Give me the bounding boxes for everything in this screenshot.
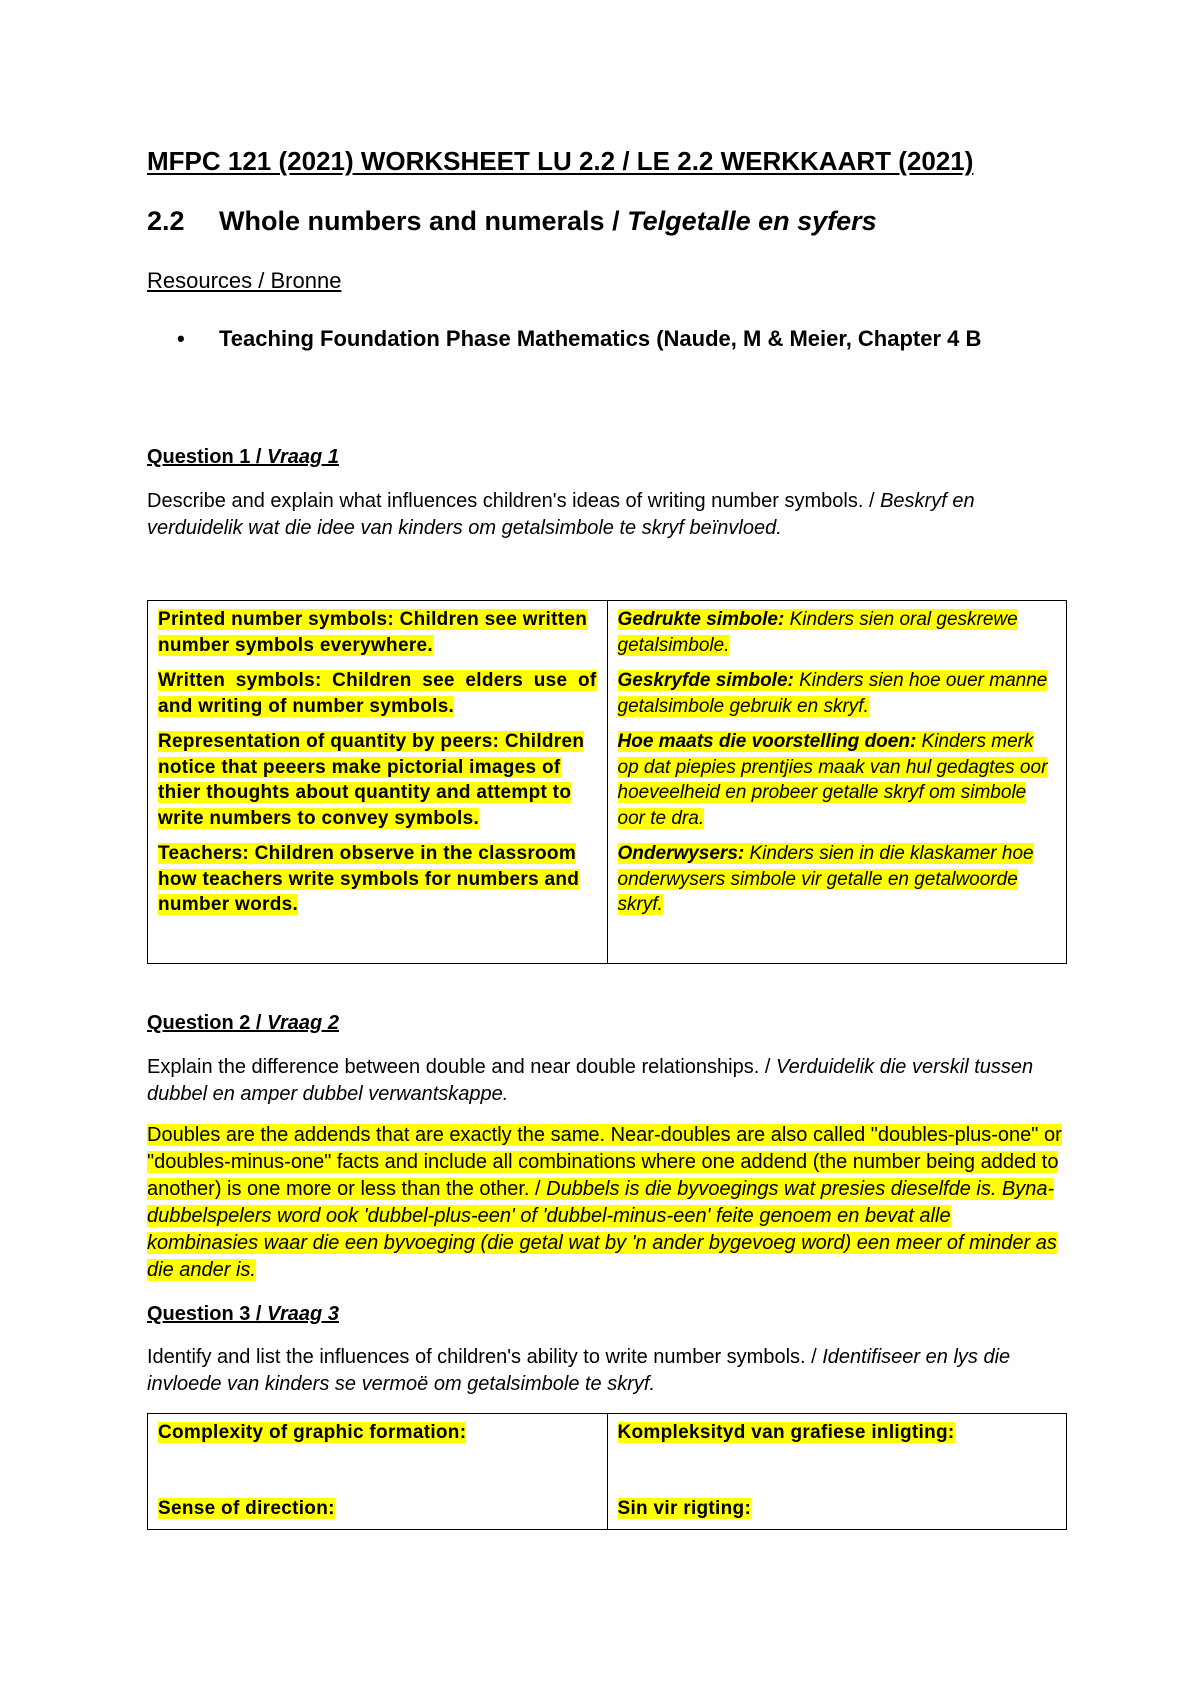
question-1-english-column <box>148 601 608 964</box>
document-title: MFPC 121 (2021) WORKSHEET LU 2.2 / LE 2.2 WERKKAART (2021) <box>147 146 974 176</box>
question-1-prompt-english: Describe and explain what influences children's ideas of writing number symbols. / <box>147 490 881 512</box>
answer-block <box>618 668 1057 719</box>
question-1-heading-afrikaans: Vraag 1 <box>267 446 339 468</box>
answer-block <box>158 607 597 658</box>
answer-text: Written symbols: Children see elders use of and writing of number symbols. <box>158 670 597 717</box>
question-3-heading <box>147 1303 339 1326</box>
question-1-prompt-afrikaans: Beskryf en verduidelik wat die idee van kinders om getalsimbole te skryf beïnvloed. <box>147 490 975 539</box>
answer-text: Complexity of graphic formation: <box>158 1422 467 1443</box>
answer-text: Kinders sien oral geskrewe getalsimbole. <box>617 609 1018 656</box>
question-1-answer-table <box>147 600 1067 964</box>
resources-heading: Resources / Bronne <box>147 268 342 293</box>
question-2-heading-afrikaans: Vraag 2 <box>267 1012 339 1034</box>
section-title-english: Whole numbers and numerals / <box>219 206 628 236</box>
question-3-prompt <box>147 1344 1067 1398</box>
question-2-prompt-afrikaans: Verduidelik die verskil tussen dubbel en amper dubbel verwantskappe. <box>147 1056 1034 1105</box>
answer-block <box>158 1496 597 1522</box>
question-1-prompt <box>147 488 1067 542</box>
answer-block <box>618 1496 1057 1522</box>
question-1-heading-english: Question 1 / <box>147 446 268 468</box>
answer-text: Kinders sien hoe ouer manne getalsimbole gebruik en skryf. <box>617 670 1048 717</box>
answer-block <box>158 668 597 719</box>
question-3-prompt-afrikaans: Identifiseer en lys die invloede van kinders se vermoë om getalsimbole te skryf. <box>147 1346 1011 1395</box>
question-3-answer-table <box>147 1413 1067 1530</box>
question-3-heading-afrikaans: Vraag 3 <box>267 1303 339 1325</box>
section-heading <box>147 206 877 237</box>
answer-text: Printed number symbols: Children see written number symbols everywhere. <box>158 609 588 656</box>
question-3-afrikaans-column <box>607 1414 1067 1530</box>
answer-block <box>158 729 597 831</box>
question-2-prompt-english: Explain the difference between double and near double relationships. / <box>147 1056 776 1078</box>
answer-block <box>618 607 1057 658</box>
question-3-heading-english: Question 3 / <box>147 1303 268 1325</box>
answer-term: Geskryfde simbole: <box>617 670 794 691</box>
answer-block <box>618 729 1057 831</box>
answer-text: Kinders merk op dat piepies prentjies maak van hul gedagtes oor hoeveelheid en probeer getalle skryf om simbole oor te dra. <box>617 731 1048 829</box>
answer-text: Representation of quantity by peers: Children notice that peeers make pictorial images of thier thoughts about quantity and attempt to write numbers to convey symbols. <box>158 731 585 829</box>
answer-term: Onderwysers: <box>617 843 745 864</box>
section-number: 2.2 <box>147 206 185 236</box>
answer-term: Hoe maats die voorstelling doen: <box>617 731 917 752</box>
answer-text: Kinders sien in die klaskamer hoe onderwysers simbole vir getalle en getalwoorde skryf. <box>617 843 1034 915</box>
answer-block <box>618 841 1057 918</box>
answer-block <box>158 1420 597 1446</box>
question-2-answer-afrikaans: Dubbels is die byvoegings wat presies dieselfde is. Byna-dubbelspelers word ook 'dubbel-plus-een' of 'dubbel-minus-een' feite genoem en bevat alle kombinasies waar die een byvoeging (die getal wat by 'n ander bygevoeg word) een meer of minder as die ander is. <box>147 1178 1057 1281</box>
question-1-afrikaans-column <box>607 601 1067 964</box>
question-2-answer <box>147 1122 1067 1284</box>
question-2-answer-english: Doubles are the addends that are exactly the same. Near-doubles are also called "doubles-plus-one" or "doubles-minus-one" facts and include all combinations where one addend (the number being added to another) is one more or less than the other. / <box>147 1124 1062 1200</box>
question-1-heading <box>147 446 339 469</box>
bullet-icon: • <box>177 326 185 351</box>
answer-text: Teachers: Children observe in the classroom how teachers write symbols for numbers and number words. <box>158 843 580 915</box>
answer-block <box>158 841 597 918</box>
answer-block <box>618 1420 1057 1446</box>
answer-text: Sense of direction: <box>158 1497 335 1519</box>
answer-text: Kompleksityd van grafiese inligting: <box>617 1422 955 1443</box>
answer-term: Gedrukte simbole: <box>617 609 785 630</box>
section-title-afrikaans: Telgetalle en syfers <box>627 206 877 236</box>
resource-text: Teaching Foundation Phase Mathematics (Naude, M & Meier, Chapter 4 B <box>219 326 982 351</box>
answer-text: Sin vir rigting: <box>617 1497 752 1519</box>
question-3-prompt-english: Identify and list the influences of children's ability to write number symbols. / <box>147 1346 823 1368</box>
question-2-heading <box>147 1012 339 1035</box>
question-3-english-column <box>148 1414 608 1530</box>
question-2-prompt <box>147 1054 1067 1108</box>
question-2-heading-english: Question 2 / <box>147 1012 268 1034</box>
